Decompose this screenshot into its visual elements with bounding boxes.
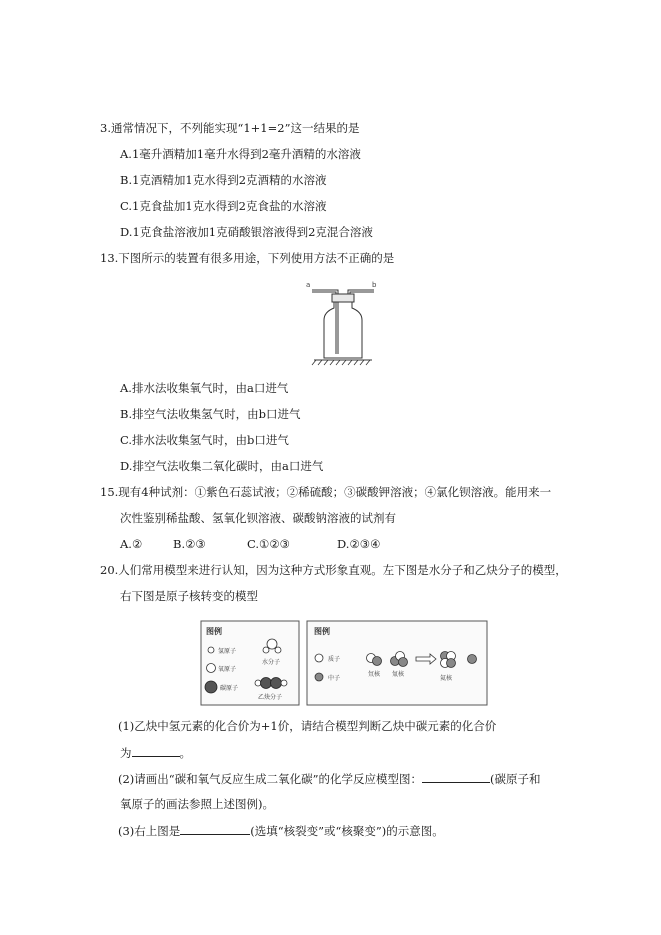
legend-proton: 质子 [328, 656, 341, 663]
water-oxygen-icon [267, 639, 277, 649]
q20-sub1-line2 [120, 744, 191, 761]
q13-option-d: D.排空气法收集二氧化碳时，由a口进气 [120, 459, 324, 473]
q13-stem: 13.下图所示的装置有很多用途，下列使用方法不正确的是 [100, 251, 395, 265]
legend-hydrogen: 氢原子 [218, 648, 237, 655]
q20-sub3-prefix: (3)右上图是 [118, 824, 181, 838]
q20-sub1-suffix: 。 [179, 746, 191, 760]
free-neutron-icon [468, 655, 477, 664]
q20-sub2-suffix: (碳原子和 [490, 772, 541, 786]
q3-option-c: C.1克食盐加1克水得到2克食盐的水溶液 [120, 199, 327, 213]
q20-sub3-line [118, 822, 444, 839]
proton-icon [315, 654, 323, 662]
q20-sub2-prefix: (2)请画出“碳和氧气反应生成二氧化碳”的化学反应模型图： [118, 772, 423, 786]
q20-sub2-line1 [118, 770, 541, 787]
q20-sub2-answer-blank[interactable] [422, 770, 490, 783]
helium-label: 氦核 [440, 675, 453, 682]
q20-sub1-prefix: 为 [120, 746, 132, 760]
nuclear-reaction-panel [306, 620, 488, 706]
deuterium-label: 氘核 [368, 671, 381, 678]
q15-stem-line1: 15.现有4种试剂：①紫色石蕊试液；②稀硫酸；③碳酸钾溶液；④氯化钡溶液。能用来一 [100, 485, 552, 499]
gas-washing-bottle-diagram [300, 278, 390, 370]
q3-option-d: D.1克食盐溶液加1克硝酸银溶液得到2克混合溶液 [120, 225, 373, 239]
q20-sub3-answer-blank[interactable] [180, 822, 250, 835]
q15-option-b: B.②③ [173, 537, 206, 551]
carbon-atom-icon [205, 681, 217, 693]
q3-stem: 3.通常情况下，不列能实现“1+1=2”这一结果的是 [100, 121, 360, 135]
q20-sub1-line1: (1)乙炔中氢元素的化合价为+1价，请结合模型判断乙炔中碳元素的化合价 [118, 719, 497, 733]
water-molecule-label: 水分子 [262, 659, 281, 666]
q20-sub3-suffix: (选填“核裂变”或“核聚变”)的示意图。 [250, 824, 444, 838]
q20-sub1-answer-blank[interactable] [132, 744, 180, 757]
hydrogen-atom-icon [208, 647, 214, 653]
tritium-label: 氚核 [392, 671, 405, 678]
q15-stem-line2: 次性鉴别稀盐酸、氢氧化钡溶液、碳酸钠溶液的试剂有 [120, 511, 396, 525]
q20-stem-line1: 20.人们常用模型来进行认知，因为这种方式形象直观。左下图是水分子和乙炔分子的模型， [100, 563, 567, 577]
q3-option-b: B.1克酒精加1克水得到2克酒精的水溶液 [120, 173, 327, 187]
left-panel-title: 图例 [206, 627, 222, 636]
q3-option-a: A.1毫升酒精加1毫升水得到2毫升酒精的水溶液 [120, 147, 361, 161]
q15-option-d: D.②③④ [337, 537, 381, 551]
label-a: a [306, 281, 311, 289]
q13-option-a: A.排水法收集氧气时，由a口进气 [120, 381, 289, 395]
q13-option-b: B.排空气法收集氢气时，由b口进气 [120, 407, 301, 421]
q15-option-c: C.①②③ [247, 537, 290, 551]
molecule-model-panel [200, 620, 300, 706]
label-b: b [372, 281, 377, 289]
right-panel-title: 图例 [314, 627, 330, 636]
acetylene-molecule-label: 乙炔分子 [258, 694, 283, 701]
neutron-icon [315, 673, 323, 681]
legend-oxygen: 氧原子 [218, 666, 237, 673]
legend-carbon: 碳原子 [220, 685, 239, 692]
legend-neutron: 中子 [328, 675, 341, 682]
oxygen-atom-icon [207, 664, 216, 673]
q13-option-c: C.排水法收集氢气时，由b口进气 [120, 433, 289, 447]
q20-stem-line2: 右下图是原子核转变的模型 [120, 589, 258, 603]
q20-sub2-line2: 氧原子的画法参照上述图例)。 [120, 797, 274, 811]
q15-option-a: A.② [120, 537, 143, 551]
